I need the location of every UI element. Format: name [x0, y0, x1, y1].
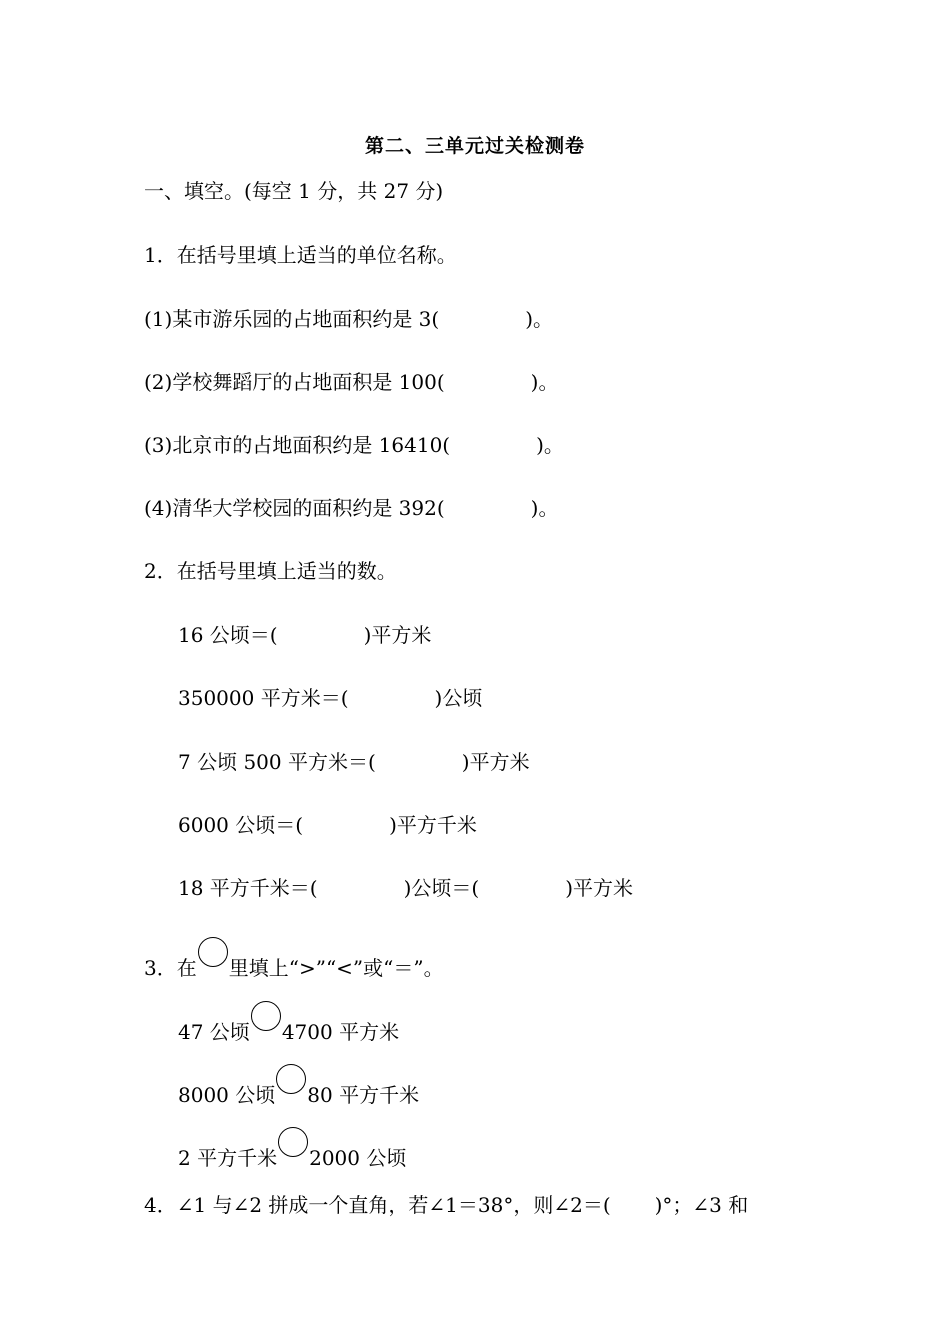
q2-item-text: 7 公顷 500 平方米＝(: [178, 750, 376, 774]
q2-item-unit: )平方米: [363, 623, 432, 647]
question-3-prompt: [144, 937, 444, 982]
q1-item-text: (2)学校舞蹈厅的占地面积是 100(: [144, 370, 445, 394]
q3-prompt-start: 3．在: [144, 956, 197, 980]
comparison-circle-icon[interactable]: [251, 1001, 281, 1031]
q2-item-2: [178, 684, 482, 712]
q1-item-4: [144, 494, 558, 522]
q2-item-text: 18 平方千米＝(: [178, 876, 318, 900]
q3-item-1: [178, 1001, 399, 1046]
q2-item-3: [178, 748, 530, 776]
q1-item-2: [144, 368, 558, 396]
comparison-circle-icon: [198, 937, 228, 967]
q3-left: 8000 公顷: [178, 1083, 276, 1107]
q2-item-text: 6000 公顷＝(: [178, 813, 304, 837]
q1-item-3: [144, 431, 564, 459]
q2-item-5: [178, 874, 633, 902]
q1-item-text: (4)清华大学校园的面积约是 392(: [144, 496, 445, 520]
q4-text-end: )°；∠3 和: [654, 1193, 749, 1217]
q2-item-text: 16 公顷＝(: [178, 623, 278, 647]
q3-left: 47 公顷: [178, 1020, 250, 1044]
question-2-prompt: 2．在括号里填上适当的数。: [144, 559, 397, 583]
q1-item-suffix: )。: [530, 496, 559, 520]
q2-item-unit: )平方米: [461, 750, 530, 774]
q3-item-2: [178, 1064, 419, 1109]
q3-right: 80 平方千米: [307, 1083, 420, 1107]
q2-item-1: [178, 621, 431, 649]
section-heading: 一、填空。(每空 1 分，共 27 分): [144, 179, 444, 203]
comparison-circle-icon[interactable]: [276, 1064, 306, 1094]
q1-item-suffix: )。: [536, 433, 564, 457]
q2-item-unit: )公顷: [434, 686, 483, 710]
q2-item-unit: )平方米: [565, 876, 634, 900]
q1-item-text: (1)某市游乐园的占地面积约是 3(: [144, 307, 440, 331]
q3-right: 4700 平方米: [281, 1020, 400, 1044]
q3-left: 2 平方千米: [178, 1146, 278, 1170]
q1-item-1: [144, 305, 553, 333]
q1-item-suffix: )。: [525, 307, 554, 331]
q3-prompt-end: 里填上“>”“<”或“＝”。: [228, 956, 444, 980]
question-4: [144, 1191, 748, 1219]
q2-item-unit: )公顷＝(: [403, 876, 480, 900]
q3-item-3: [178, 1127, 406, 1172]
comparison-circle-icon[interactable]: [278, 1127, 308, 1157]
q3-right: 2000 公顷: [309, 1146, 407, 1170]
q2-item-unit: )平方千米: [389, 813, 477, 837]
question-1-prompt: 1．在括号里填上适当的单位名称。: [144, 243, 457, 267]
q2-item-text: 350000 平方米＝(: [178, 686, 349, 710]
q1-item-text: (3)北京市的占地面积约是 16410(: [144, 433, 451, 457]
page-title: 第二、三单元过关检测卷: [364, 135, 585, 157]
q4-text-start: 4．∠1 与∠2 拼成一个直角，若∠1＝38°，则∠2＝(: [144, 1193, 611, 1217]
q1-item-suffix: )。: [530, 370, 559, 394]
q2-item-4: [178, 811, 477, 839]
